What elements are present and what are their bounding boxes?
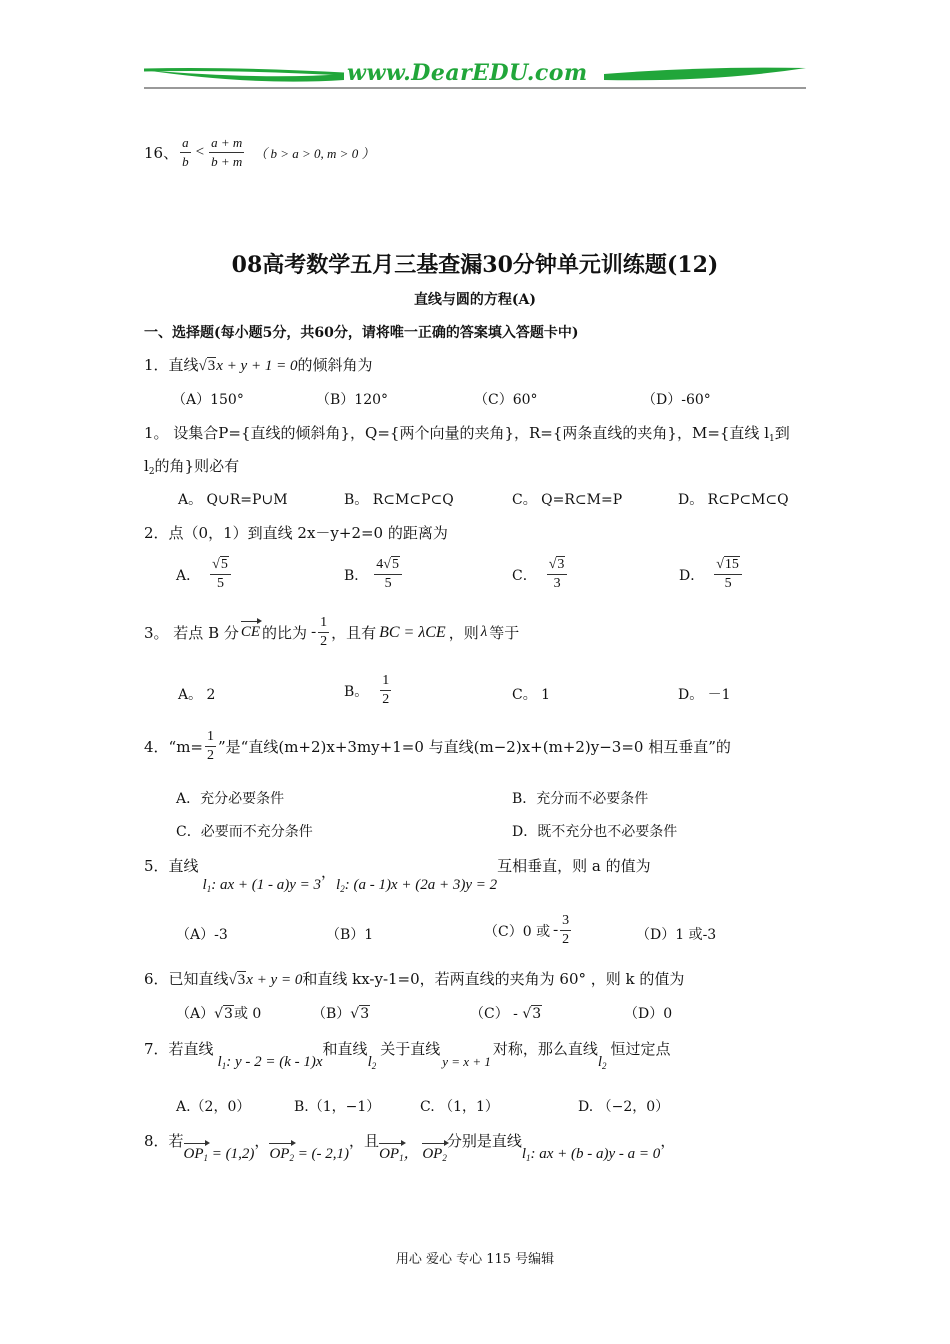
section-header: 一、选择题(每小题5分，共60分，请将唯一正确的答案填入答题卡中) xyxy=(144,325,579,341)
frac-numerator: a xyxy=(180,134,191,153)
frac-denominator: b + m xyxy=(211,154,243,169)
q1-options xyxy=(172,389,812,409)
q4-option-a: A．充分必要条件 xyxy=(176,791,285,807)
q1-suffix: 的倾斜角为 xyxy=(297,356,373,374)
q1-prefix: 1．直线 xyxy=(144,356,199,374)
question-8: 8．若$OP_1 = (1,2)$，$OP_2$ = (- 2,1)，且$OP_1$， $OP_2$分别是直线$l_1$: ax + (b - a)y - a = 0， xyxy=(144,1132,676,1163)
q4-option-c: C．必要而不充分条件 xyxy=(176,824,313,840)
q3-option-b: B。 $\frac{1}{2}$ xyxy=(344,673,390,707)
q5-option-c: （C）0 或 - $\frac{3}{2}$ xyxy=(484,913,570,947)
q3-option-c: C。 1 xyxy=(512,687,551,703)
q2-option-b: B． $\frac{4√5}{5}$ xyxy=(344,556,404,593)
q4-option-d: D．既不充分也不必要条件 xyxy=(512,824,678,840)
question-1 xyxy=(144,354,372,375)
q6-option-d: （D）0 xyxy=(624,1006,673,1022)
question-1b-line2: $l_2$的角}则必有 xyxy=(144,457,240,477)
question-6: 6．已知直线√3x + y = 0和直线 kx-y-1=0，若两直线的夹角为 60° ，则 k 的值为 xyxy=(144,970,685,988)
q16-condition: （ b > a > 0, m > 0 ） xyxy=(254,146,375,161)
q1-equation: √3x + y + 1 = 0 xyxy=(198,358,298,374)
vector-equation: BC = λCE xyxy=(379,623,446,641)
q1b-option-d: D。 R⊂P⊂M⊂Q xyxy=(678,492,789,508)
vector-ce: CE xyxy=(240,624,261,640)
q2-option-c: C． $\frac{√3}{3}$ xyxy=(512,556,569,593)
q4-option-b: B．充分而不必要条件 xyxy=(512,791,649,807)
q6-option-c: （C） - √3 xyxy=(470,1006,542,1022)
q4-options xyxy=(176,788,816,848)
q7-option-b: B.（1，−1） xyxy=(294,1099,381,1115)
question-3: 3。 若点 B 分 CE 的比为 - $\frac{1}{2}$ ，且有 BC = λCE ，则 λ 等于 xyxy=(144,615,520,649)
q1-option-b: （B）120° xyxy=(316,392,389,408)
q1-option-a: （A）150° xyxy=(172,392,244,408)
q5-option-a: （A）-3 xyxy=(176,927,228,943)
q1-option-c: （C）60° xyxy=(474,392,538,408)
header-banner xyxy=(144,56,806,96)
question-4: 4．“m= $\frac{1}{2}$ ”是“直线(m+2)x+3my+1=0 与直线(m−2)x+(m+2)y−3=0 相互垂直”的 xyxy=(144,729,731,763)
fraction-a-over-b xyxy=(180,134,191,171)
question-1b-line1: 1。 设集合P={直线的倾斜角}，Q={两个向量的夹角}，R={两条直线的夹角}，M={直线 $l_1$到 xyxy=(144,424,790,444)
q16-number: 16、 xyxy=(144,144,179,162)
q16-line xyxy=(144,134,374,171)
q7-options xyxy=(176,1096,816,1118)
question-5: 5．直线$l_1$: ax + (1 - a)y = 3，$l_2$: (a - 1)x + (2a + 3)y = 2互相垂直，则 a 的值为 xyxy=(144,857,651,894)
q6-options xyxy=(176,1003,816,1025)
q1b-option-b: B。 R⊂M⊂P⊂Q xyxy=(344,492,454,508)
q6-option-b: （B）√3 xyxy=(312,1006,370,1022)
q1b-options xyxy=(178,489,818,509)
q1b-option-c: C。 Q=R⊂M=P xyxy=(512,492,623,508)
q7-option-d: D. （−2，0） xyxy=(578,1099,670,1115)
q7-option-c: C. （1，1） xyxy=(420,1099,499,1115)
question-7: 7．若直线$l_1$: y - 2 = (k - 1)x和直线$l_2$关于直线y = x + 1对称，那么直线$l_2$恒过定点 xyxy=(144,1040,671,1071)
q3-options xyxy=(178,672,818,718)
q2-option-d: D． $\frac{√15}{5}$ xyxy=(679,556,744,593)
question-2: 2．点（0，1）到直线 2x－y+2=0 的距离为 xyxy=(144,524,448,542)
q1-option-d: （D）-60° xyxy=(642,392,711,408)
q3-option-a: A。 2 xyxy=(178,687,216,703)
header-site-logo: www.DearEDU.com xyxy=(347,60,588,86)
q5-option-d: （D）1 或-3 xyxy=(636,927,717,943)
q6-option-a: （A）√3或 0 xyxy=(176,1006,262,1022)
q7-option-a: A.（2，0） xyxy=(176,1099,251,1115)
page-footer: 用心 爱心 专心 115 号编辑 xyxy=(395,1252,555,1267)
q5-options xyxy=(176,912,816,958)
frac-denominator: b xyxy=(182,154,189,169)
fraction-am-over-bm xyxy=(209,134,244,171)
less-than-sign: < xyxy=(195,144,205,160)
page-subtitle: 直线与圆的方程(A) xyxy=(413,292,537,308)
q1b-option-a: A。 Q∪R=P∪M xyxy=(178,492,288,508)
page-title: 08高考数学五月三基查漏30分钟单元训练题(12) xyxy=(231,252,719,278)
q3-option-d: D。 －1 xyxy=(678,687,731,703)
frac-numerator: a + m xyxy=(209,134,244,153)
q2-options xyxy=(176,556,816,602)
q5-option-b: （B）1 xyxy=(326,927,374,943)
q2-option-a: A． $\frac{√5}{5}$ xyxy=(176,556,233,593)
